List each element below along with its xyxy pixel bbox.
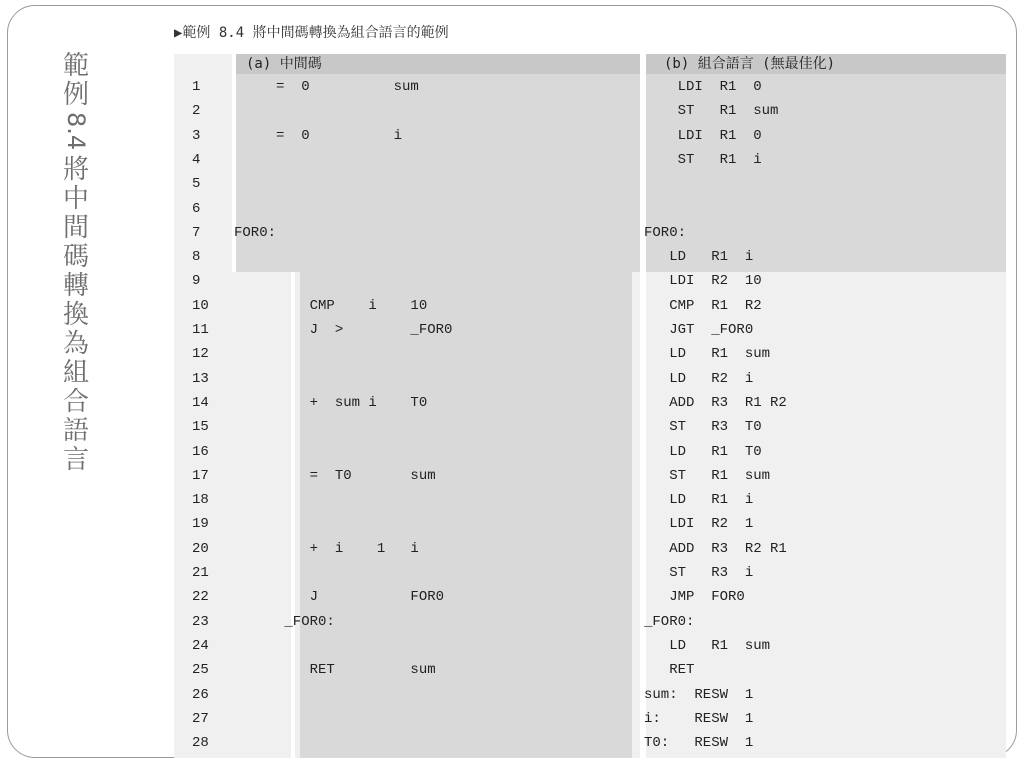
- assembly-code: LDI R1 0: [644, 127, 762, 144]
- intermediate-code: CMP i 10: [234, 297, 428, 314]
- intermediate-code: J > _FOR0: [234, 322, 453, 338]
- intermediate-code: J FOR0: [234, 589, 445, 606]
- code-row: [174, 489, 1006, 513]
- assembly-code: JMP FOR0: [644, 589, 745, 606]
- code-row: [174, 319, 1006, 343]
- assembly-code: ST R1 sum: [644, 467, 771, 484]
- assembly-code: ADD R3 R1 R2: [644, 394, 787, 411]
- code-comparison-table: [174, 54, 1006, 758]
- line-number: 8: [192, 249, 201, 266]
- line-number: 2: [192, 103, 201, 120]
- assembly-code: FOR0:: [644, 224, 687, 241]
- code-row: [174, 635, 1006, 659]
- assembly-code: ADD R3 R2 R1: [644, 540, 787, 557]
- side-title-char: 組: [62, 358, 89, 389]
- side-title-char: 範: [62, 51, 89, 81]
- intermediate-code: = 0 i: [234, 127, 403, 144]
- assembly-code: ST R1 sum: [644, 103, 779, 120]
- example-caption: ▶範例 8.4 將中間碼轉換為組合語言的範例: [174, 25, 449, 41]
- line-number: 19: [192, 516, 209, 533]
- line-number: 20: [192, 540, 209, 557]
- code-row: [174, 222, 1006, 246]
- assembly-code: LDI R1 0: [644, 79, 762, 95]
- code-row: [174, 538, 1006, 562]
- side-title: [58, 52, 94, 475]
- line-number: 17: [192, 467, 209, 484]
- line-number: 14: [192, 394, 209, 411]
- side-title-char: 將: [62, 155, 89, 186]
- line-number: 25: [192, 662, 209, 679]
- line-number: 6: [192, 200, 201, 217]
- side-title-char: 換: [62, 300, 89, 331]
- assembly-code: LD R1 sum: [644, 637, 771, 654]
- code-row: [174, 441, 1006, 465]
- side-title-char: 例: [62, 80, 89, 110]
- side-title-char: 碼: [62, 242, 89, 273]
- code-row: [174, 125, 1006, 149]
- column-header-intermediate: [236, 54, 640, 74]
- assembly-code: T0: RESW 1: [644, 735, 754, 752]
- column-header-label: (a) 中間碼: [246, 56, 322, 72]
- code-row: [174, 562, 1006, 586]
- line-number: 26: [192, 686, 209, 703]
- code-row: [174, 198, 1006, 222]
- side-title-char: 合: [62, 387, 89, 418]
- side-title-char: 轉: [62, 271, 89, 302]
- line-number: 15: [192, 419, 209, 436]
- line-number: 3: [192, 127, 201, 144]
- code-row: [174, 392, 1006, 416]
- column-header-assembly: [646, 54, 1006, 74]
- column-header-label: (b) 組合語言 (無最佳化): [664, 56, 836, 72]
- assembly-code: i: RESW 1: [644, 710, 754, 727]
- line-number: 24: [192, 637, 209, 654]
- intermediate-code: = T0 sum: [234, 467, 436, 484]
- intermediate-code: = 0 sum: [234, 79, 419, 95]
- side-title-char: 間: [62, 213, 89, 244]
- side-title-char: 語: [62, 416, 89, 447]
- intermediate-code: _FOR0:: [234, 613, 335, 630]
- line-number: 5: [192, 176, 201, 193]
- line-number: 11: [192, 322, 209, 338]
- assembly-code: LDI R2 1: [644, 516, 754, 533]
- assembly-code: LD R1 sum: [644, 346, 771, 363]
- intermediate-code: + sum i T0: [234, 394, 428, 411]
- assembly-code: LDI R2 10: [644, 273, 762, 290]
- code-row: [174, 76, 1006, 100]
- code-row: [174, 173, 1006, 197]
- assembly-code: ST R3 i: [644, 565, 754, 581]
- line-number: 1: [192, 79, 201, 95]
- code-row: [174, 149, 1006, 173]
- assembly-code: LD R1 i: [644, 249, 754, 266]
- line-number: 16: [192, 443, 209, 460]
- side-title-char: 為: [62, 329, 89, 360]
- code-row: [174, 708, 1006, 732]
- code-row: [174, 246, 1006, 270]
- line-number: 12: [192, 346, 209, 363]
- assembly-code: sum: RESW 1: [644, 686, 754, 703]
- code-row: [174, 100, 1006, 124]
- assembly-code: LD R1 i: [644, 492, 754, 509]
- assembly-code: LD R1 T0: [644, 443, 762, 460]
- line-number: 27: [192, 710, 209, 727]
- line-number: 9: [192, 273, 201, 290]
- assembly-code: _FOR0:: [644, 613, 695, 630]
- assembly-code: CMP R1 R2: [644, 297, 762, 314]
- code-row: [174, 368, 1006, 392]
- assembly-code: RET: [644, 662, 695, 679]
- side-title-char: 言: [62, 445, 89, 476]
- line-number: 4: [192, 151, 201, 168]
- code-row: [174, 416, 1006, 440]
- intermediate-code: FOR0:: [234, 224, 277, 241]
- line-number: 22: [192, 589, 209, 606]
- assembly-code: ST R3 T0: [644, 419, 762, 436]
- assembly-code: LD R2 i: [644, 370, 754, 387]
- code-row: [174, 513, 1006, 537]
- code-row: [174, 611, 1006, 635]
- intermediate-code: + i 1 i: [234, 540, 419, 557]
- code-row: [174, 586, 1006, 610]
- code-row: [174, 465, 1006, 489]
- line-number: 23: [192, 613, 209, 630]
- code-row: [174, 295, 1006, 319]
- side-title-number: 8.4: [62, 112, 90, 151]
- code-row: [174, 270, 1006, 294]
- side-title-char: 中: [62, 184, 89, 215]
- code-row: [174, 343, 1006, 367]
- line-number: 13: [192, 370, 209, 387]
- code-row: [174, 732, 1006, 756]
- line-number: 28: [192, 735, 209, 752]
- code-row: [174, 659, 1006, 683]
- intermediate-code: RET sum: [234, 662, 436, 679]
- line-number: 10: [192, 297, 209, 314]
- line-number: 7: [192, 224, 201, 241]
- assembly-code: ST R1 i: [644, 151, 762, 168]
- code-row: [174, 684, 1006, 708]
- line-number: 18: [192, 492, 209, 509]
- assembly-code: JGT _FOR0: [644, 322, 754, 338]
- line-number: 21: [192, 565, 209, 581]
